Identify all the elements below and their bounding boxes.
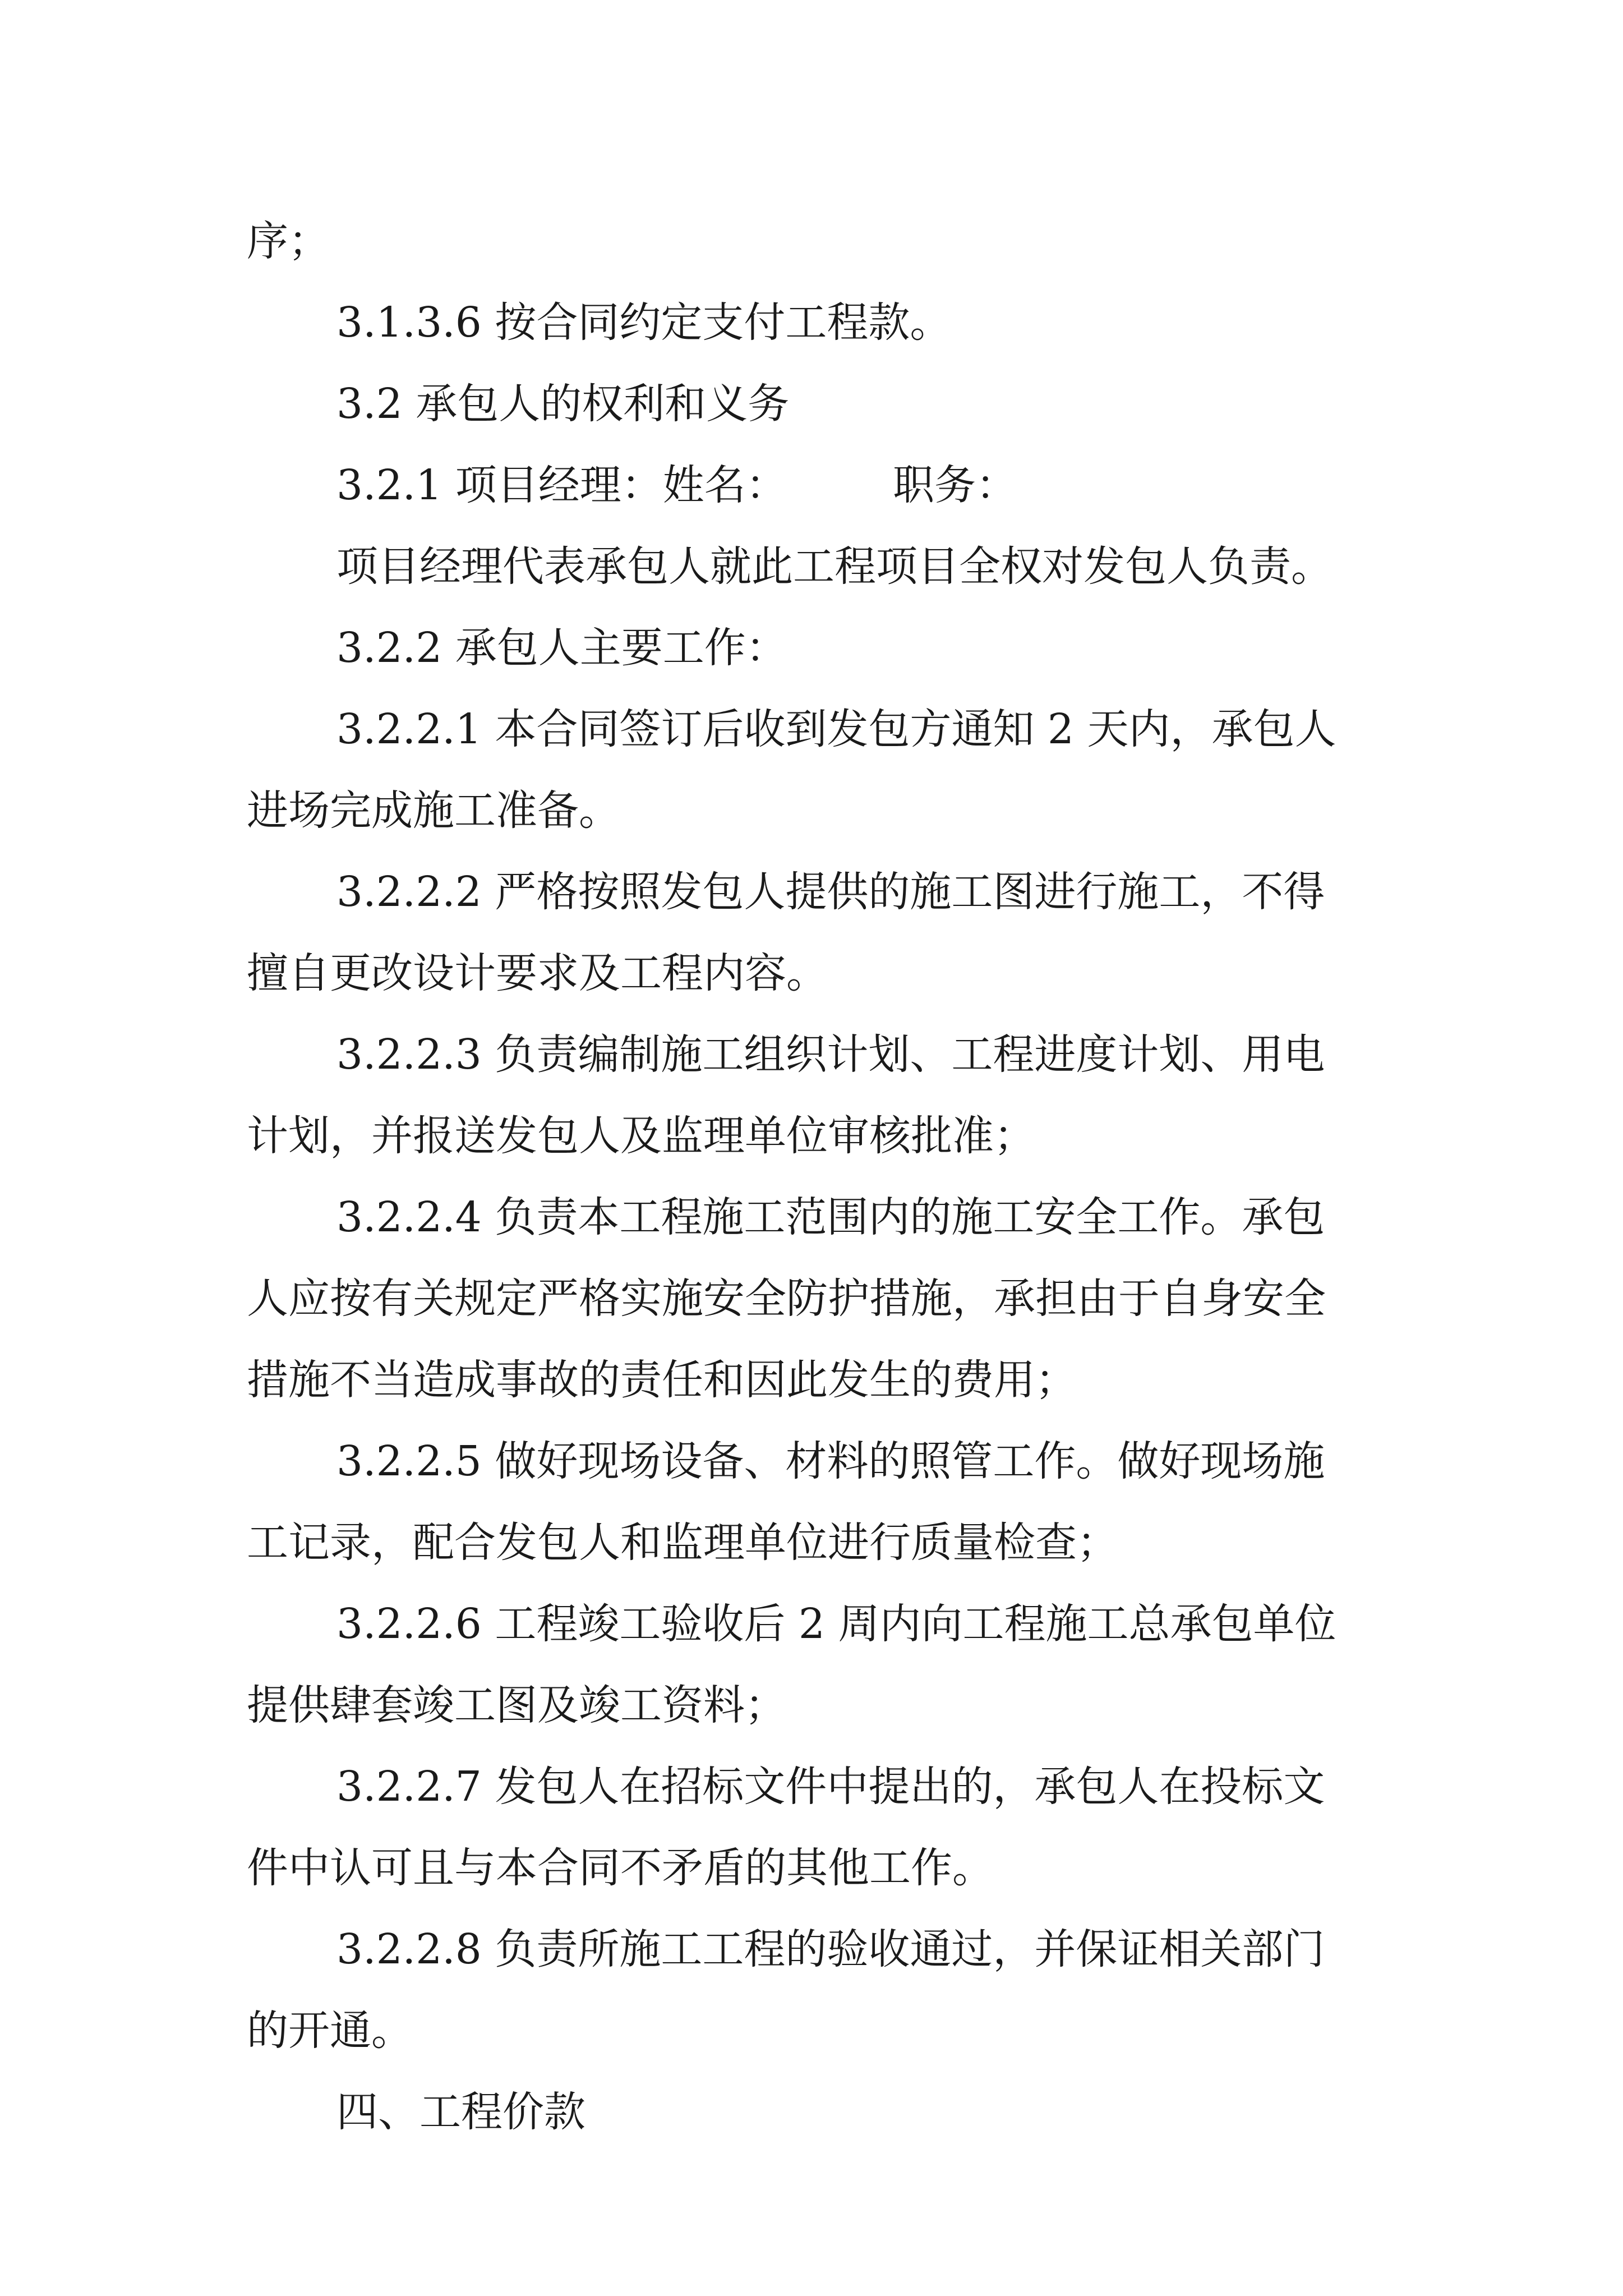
text-line: 擅自更改设计要求及工程内容。 — [247, 949, 828, 997]
clause-line: 3.2.2.5 做好现场设备、材料的照管工作。做好现场施 — [336, 1437, 1325, 1485]
clause-line: 3.2.2.4 负责本工程施工范围内的施工安全工作。承包 — [336, 1193, 1325, 1241]
project-manager-line: 3.2.1 项目经理：姓名： 职务： — [336, 461, 1017, 509]
clause-line: 3.2.2.8 负责所施工工程的验收通过，并保证相关部门 — [336, 1925, 1325, 1973]
text-line: 人应按有关规定严格实施安全防护措施，承担由于自身安全 — [247, 1274, 1326, 1323]
text-line: 工记录，配合发包人和监理单位进行质量检查； — [247, 1519, 1118, 1567]
text-line: 件中认可且与本合同不矛盾的其他工作。 — [247, 1844, 994, 1892]
clause-line: 3.2.2.7 发包人在招标文件中提出的，承包人在投标文 — [336, 1763, 1325, 1811]
clause-line: 3.2.2.1 本合同签订后收到发包方通知 2 天内，承包人 — [336, 705, 1336, 753]
clause-line: 3.2.2.6 工程竣工验收后 2 周内向工程施工总承包单位 — [336, 1600, 1336, 1648]
clause-line: 3.2.2.3 负责编制施工组织计划、工程进度计划、用电 — [336, 1030, 1325, 1079]
text-line: 的开通。 — [247, 2007, 413, 2055]
text-line: 提供肆套竣工图及竣工资料； — [247, 1681, 786, 1729]
text-line: 计划，并报送发包人及监理单位审核批准； — [247, 1112, 1035, 1160]
section-heading: 四、工程价款 — [336, 2088, 585, 2136]
clause-line: 3.2.2.2 严格按照发包人提供的施工图进行施工，不得 — [336, 868, 1325, 916]
clause-heading: 3.2.2 承包人主要工作： — [336, 624, 787, 672]
section-heading: 3.2 承包人的权利和义务 — [336, 380, 790, 428]
text-line: 项目经理代表承包人就此工程项目全权对发包人负责。 — [336, 542, 1332, 591]
clause-heading: 3.1.3.6 按合同约定支付工程款。 — [336, 298, 952, 347]
text-line: 措施不当造成事故的责任和因此发生的费用； — [247, 1356, 1077, 1404]
text-line: 进场完成施工准备。 — [247, 786, 620, 835]
text-line: 序； — [247, 217, 330, 265]
